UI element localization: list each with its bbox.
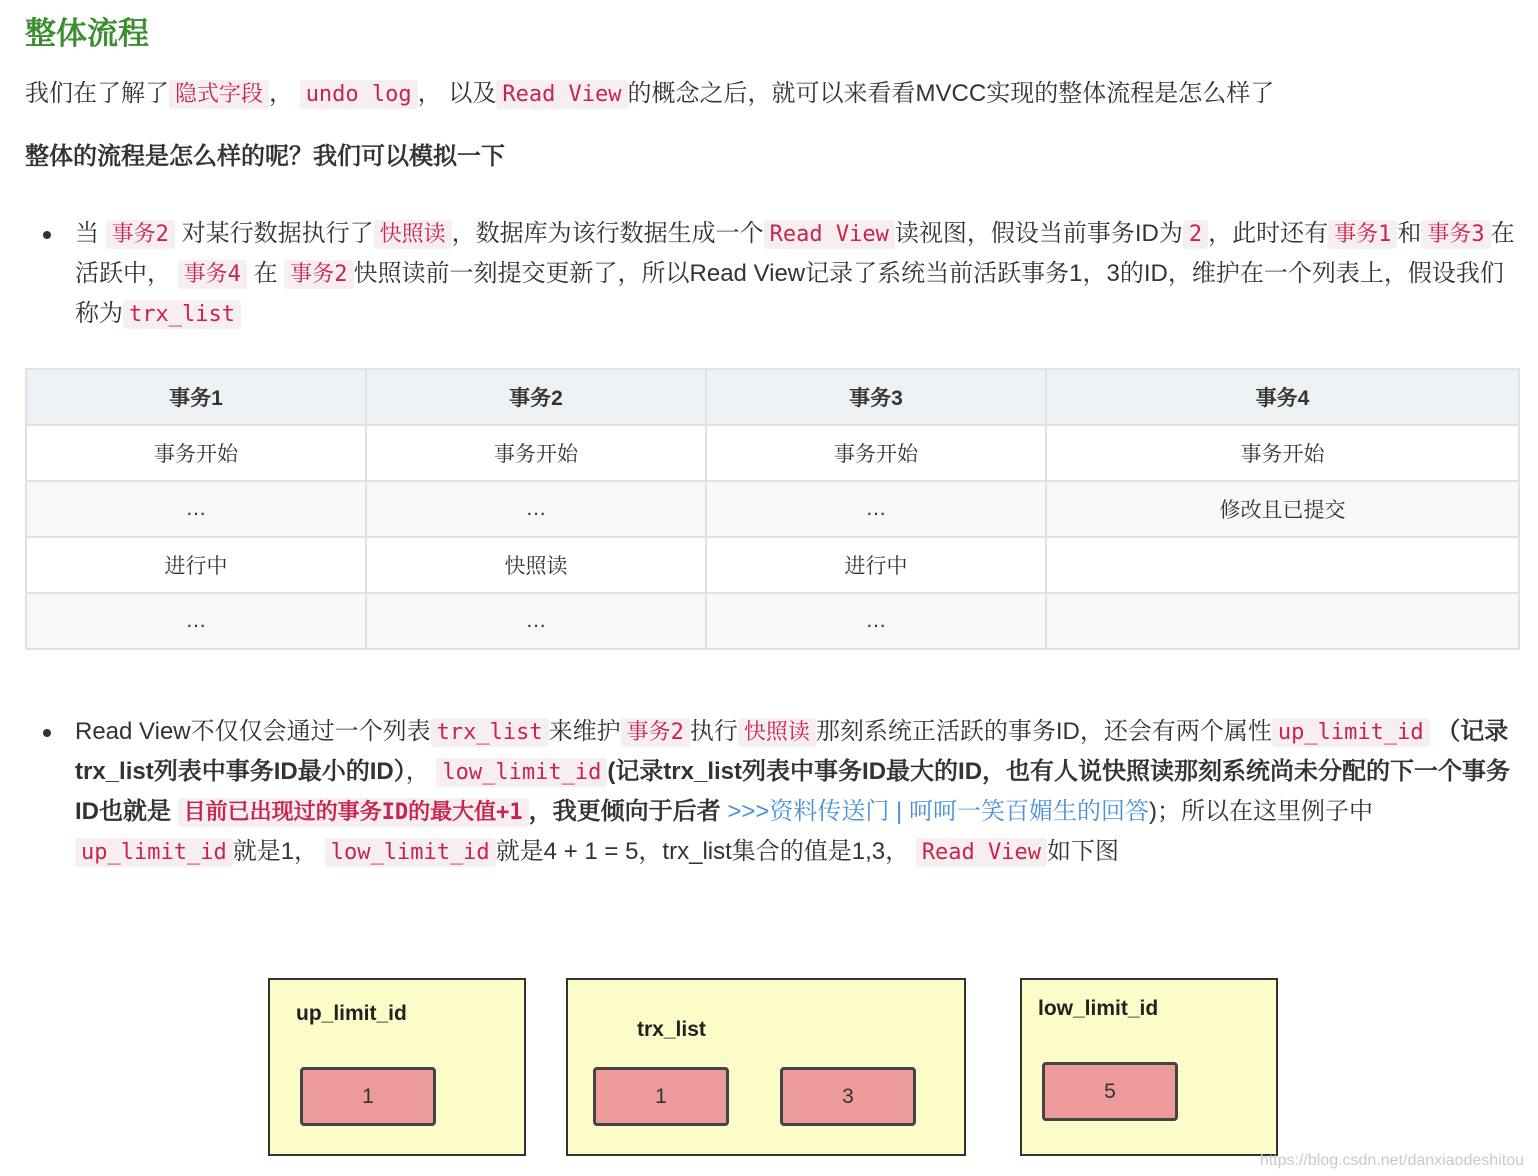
table-header-row bbox=[26, 369, 1519, 425]
value-cell: 1 bbox=[593, 1067, 729, 1126]
inline-code: trx_list bbox=[431, 718, 549, 747]
table-cell: 事务开始 bbox=[366, 425, 706, 481]
inline-code: 2 bbox=[1183, 220, 1208, 249]
bullet-text: 那刻系统正活跃的事务ID，还会有两个属性 bbox=[815, 718, 1272, 745]
reference-link[interactable]: >>>资料传送门 | 呵呵一笑百媚生的回答 bbox=[727, 798, 1149, 825]
inline-code: up_limit_id bbox=[1272, 718, 1430, 747]
table-cell: 事务开始 bbox=[1046, 425, 1519, 481]
inline-code: undo log bbox=[300, 80, 418, 109]
bullet-dot bbox=[43, 729, 51, 737]
subheading: 整体的流程是怎么样的呢？我们可以模拟一下 bbox=[25, 143, 505, 170]
bullet-text: 读视图，假设当前事务ID为 bbox=[894, 220, 1183, 247]
bold-text: (记录trx_list列表中事务ID最大的ID，也有人说快照读那刻系统尚未分配的下一个事务ID也就是 bbox=[75, 758, 1511, 825]
up-limit-id-box bbox=[268, 978, 526, 1156]
bold-text: （记录trx_list列表中事务ID最小的ID） bbox=[75, 718, 1509, 785]
intro-text: 我们在了解了 bbox=[25, 80, 169, 107]
bullet-text: 快照读前一刻提交更新了，所以Read View记录了系统当前活跃事务1，3的ID，维护在一个列表上，假设我们称为 bbox=[75, 260, 1504, 327]
bullet-text: 对某行数据执行了 bbox=[174, 220, 374, 247]
inline-code: Read View bbox=[916, 838, 1047, 867]
inline-code: low_limit_id bbox=[325, 838, 496, 867]
inline-code: 事务3 bbox=[1421, 220, 1490, 249]
intro-paragraph bbox=[25, 74, 1274, 114]
watermark: https://blog.csdn.net/danxiaodeshitou bbox=[1259, 1152, 1524, 1169]
bullet-text: 在 bbox=[253, 260, 278, 287]
bullet-text: 执行 bbox=[689, 718, 738, 745]
intro-text: 的概念之后，就可以来看看MVCC实现的整体流程是怎么样了 bbox=[627, 80, 1275, 107]
bullet-text: 和 bbox=[1397, 220, 1422, 247]
table-cell bbox=[1046, 593, 1519, 649]
bullet-text: Read View不仅仅会通过一个列表 bbox=[75, 718, 431, 745]
inline-code: 快照读 bbox=[738, 718, 816, 747]
intro-text: ， 以及 bbox=[417, 80, 497, 107]
inline-code: 事务4 bbox=[178, 260, 247, 289]
section-heading: 整体流程 bbox=[25, 16, 149, 51]
inline-code: 事务2 bbox=[106, 220, 175, 249]
table-cell: 进行中 bbox=[26, 537, 366, 593]
low-limit-id-box bbox=[1020, 978, 1278, 1156]
table-row bbox=[26, 425, 1519, 481]
value-cell: 1 bbox=[300, 1067, 436, 1126]
value-cell: 5 bbox=[1042, 1062, 1178, 1121]
inline-code: 事务2 bbox=[284, 260, 353, 289]
value-cell: 3 bbox=[780, 1067, 916, 1126]
table-cell: … bbox=[706, 593, 1046, 649]
bullet-text: )；所以在这里例子中 bbox=[1148, 798, 1373, 825]
box-label: low_limit_id bbox=[1038, 997, 1159, 1020]
table-cell: … bbox=[26, 593, 366, 649]
bullet-paragraph-2 bbox=[75, 712, 1515, 872]
table-header-cell: 事务4 bbox=[1046, 369, 1519, 425]
bullet-text: 如下图 bbox=[1047, 838, 1120, 865]
inline-code: 隐式字段 bbox=[169, 80, 269, 109]
box-label: trx_list bbox=[637, 1018, 706, 1041]
bullet-text: ，数据库为该行数据生成一个 bbox=[451, 220, 764, 247]
inline-code: 事务1 bbox=[1328, 220, 1397, 249]
bold-text: ，我更倾向于后者 bbox=[528, 798, 721, 825]
table-cell: 事务开始 bbox=[706, 425, 1046, 481]
inline-code: Read View bbox=[764, 220, 895, 249]
table-header-cell: 事务2 bbox=[366, 369, 706, 425]
inline-code: Read View bbox=[496, 80, 627, 109]
table-cell: … bbox=[366, 593, 706, 649]
table-row bbox=[26, 537, 1519, 593]
table-cell bbox=[1046, 537, 1519, 593]
bullet-text: ， bbox=[405, 758, 430, 785]
transaction-table bbox=[25, 368, 1520, 650]
table-cell: … bbox=[366, 481, 706, 537]
table-header-cell: 事务3 bbox=[706, 369, 1046, 425]
bullet-text: 就是4 + 1 = 5，trx_list集合的值是1,3， bbox=[495, 838, 910, 865]
highlight-code: 目前已出现过的事务ID的最大值+1 bbox=[178, 798, 529, 827]
table-cell: 事务开始 bbox=[26, 425, 366, 481]
table-cell: … bbox=[706, 481, 1046, 537]
inline-code: low_limit_id bbox=[436, 758, 607, 787]
table-cell: … bbox=[26, 481, 366, 537]
bullet-text: ，此时还有 bbox=[1208, 220, 1329, 247]
inline-code: trx_list bbox=[123, 300, 241, 329]
bullet-text: 在活跃中， bbox=[75, 220, 1515, 287]
table-row bbox=[26, 481, 1519, 537]
table-cell: 进行中 bbox=[706, 537, 1046, 593]
bullet-paragraph-1 bbox=[75, 214, 1515, 334]
box-label: up_limit_id bbox=[296, 1002, 407, 1025]
inline-code: 事务2 bbox=[621, 718, 690, 747]
inline-code: 快照读 bbox=[374, 220, 452, 249]
bullet-text: 就是1， bbox=[232, 838, 319, 865]
table-cell: 修改且已提交 bbox=[1046, 481, 1519, 537]
bullet-dot bbox=[43, 231, 51, 239]
table-row bbox=[26, 593, 1519, 649]
intro-text: ， bbox=[269, 80, 294, 107]
inline-code: up_limit_id bbox=[75, 838, 233, 867]
bullet-text: 当 bbox=[75, 220, 106, 247]
table-header-cell: 事务1 bbox=[26, 369, 366, 425]
table-cell: 快照读 bbox=[366, 537, 706, 593]
trx-list-box bbox=[566, 978, 966, 1156]
bullet-text: 来维护 bbox=[548, 718, 621, 745]
